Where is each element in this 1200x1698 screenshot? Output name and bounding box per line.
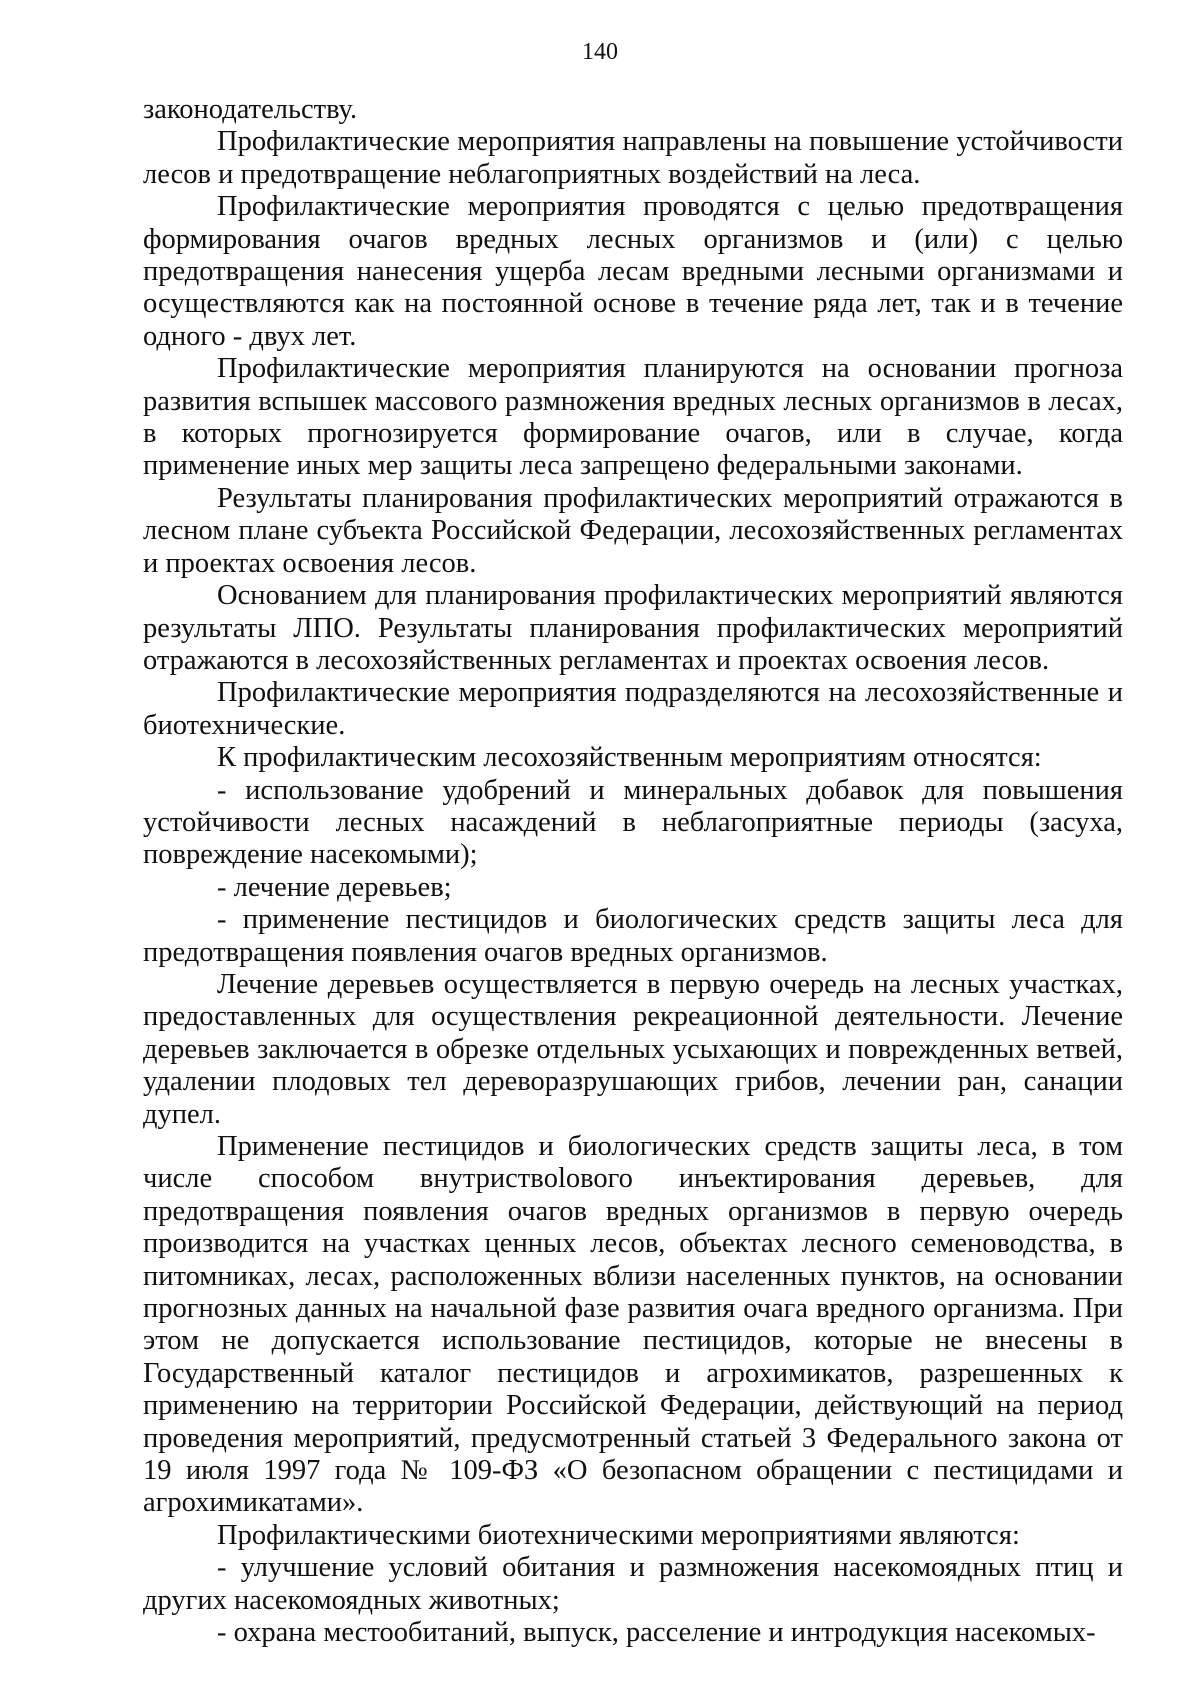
list-item: - охрана местообитаний, выпуск, расселение и интродукция насекомых- — [217, 1617, 1096, 1649]
paragraph: К профилактическим лесохозяйственным мероприятиям относятся: — [217, 742, 1042, 774]
paragraph: Профилактические мероприятия проводятся с целью предотвращения формирования очагов вредных лесных организмов и (или) с целью предотвращения нанесения ущерба лесам вредными лесными организмами и осуществляются как на постоянной основе в течение ряда лет, так и в течение одного - двух лет. — [143, 191, 1123, 352]
paragraph: Профилактическими биотехническими мероприятиями являются: — [217, 1519, 1020, 1551]
paragraph: Профилактические мероприятия направлены на повышение устойчивости лесов и предотвращение неблагоприятных воздействий на леса. — [143, 126, 1123, 190]
paragraph: Лечение деревьев осуществляется в первую очередь на лесных участках, предоставленных для осуществления рекреационной деятельности. Лечение деревьев заключается в обрезке отдельных усыхающих и поврежденных ветвей, удалении плодовых тел дереворазрушающих грибов, лечении ран, санации дупел. — [143, 968, 1123, 1130]
paragraph-continuation: законодательству. — [143, 94, 358, 125]
list-item: - улучшение условий обитания и размножения насекомоядных птиц и других насекомоядных животных; — [143, 1552, 1123, 1616]
paragraph: Результаты планирования профилактических мероприятий отражаются в лесном плане субъекта Российской Федерации, лесохозяйственных регламентах и проектах освоения лесов. — [143, 482, 1123, 579]
paragraph: Основанием для планирования профилактических мероприятий являются результаты ЛПО. Результаты планирования профилактических мероприятий отражаются в лесохозяйственных регламентах и проектах освоения лесов. — [143, 580, 1123, 676]
paragraph: Профилактические мероприятия планируются на основании прогноза развития вспышек массового размножения вредных лесных организмов в лесах, в которых прогнозируется формирование очагов, или в случае, когда применение иных мер защиты леса запрещено федеральными законами. — [143, 353, 1123, 482]
list-item: - лечение деревьев; — [217, 871, 452, 903]
paragraph: Применение пестицидов и биологических средств защиты леса, в том числе способом внутриствolового инъектирования деревьев, для предотвращения появления очагов вредных организмов в первую очередь производится на участках ценных лесов, объектах лесного семеноводства, в питомниках, лесах, расположенных вблизи населенных пунктов, на основании прогнозных данных на начальной фазе развития очага вредного организма. При этом не допускается использование пестицидов, которые не внесены в Государственный каталог пестицидов и агрохимикатов, разрешенных к применению на территории Российской Федерации, действующий на период проведения мероприятий, предусмотренный статьей 3 Федерального закона от 19 июля 1997 года № 109-ФЗ «О безопасном обращении с пестицидами и агрохимикатами». — [143, 1131, 1123, 1519]
list-item: - использование удобрений и минеральных добавок для повышения устойчивости лесных насаждений в неблагоприятные периоды (засуха, повреждение насекомыми); — [143, 774, 1123, 871]
paragraph: Профилактические мероприятия подразделяются на лесохозяйственные и биотехнические. — [143, 677, 1123, 741]
page-number: 140 — [582, 39, 618, 65]
document-body — [143, 94, 1123, 1650]
list-item: - применение пестицидов и биологических средств защиты леса для предотвращения появления очагов вредных организмов. — [143, 904, 1123, 968]
